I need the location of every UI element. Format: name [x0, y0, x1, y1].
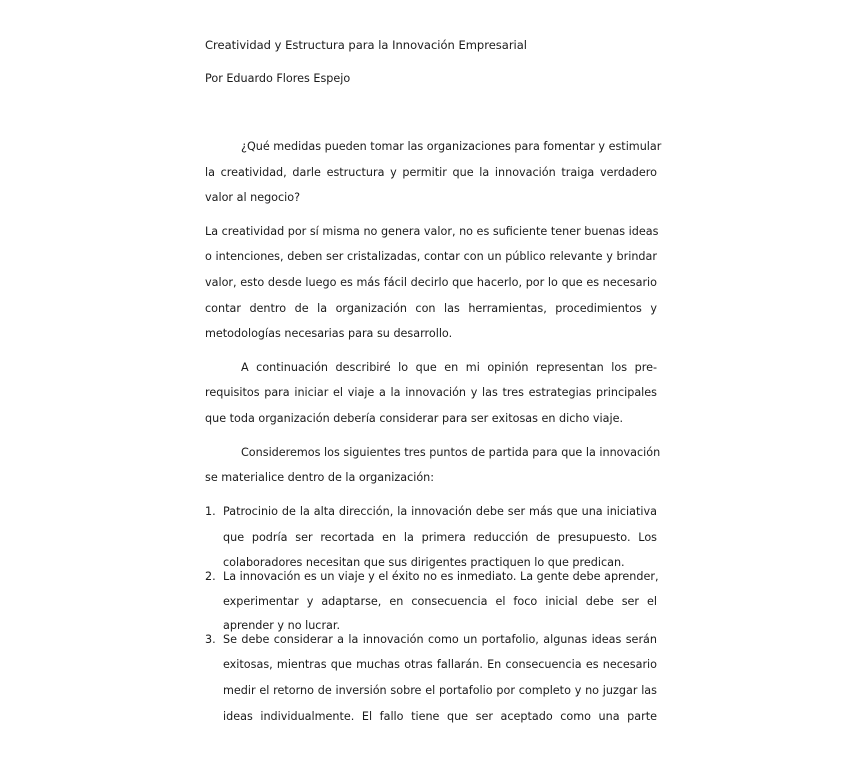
paragraph-line: contar dentro de la organización con las herramientas, procedimientos y [205, 302, 657, 315]
list-item-line: Se debe considerar a la innovación como un portafolio, algunas ideas serán [223, 633, 657, 646]
document-title: Creatividad y Estructura para la Innovación Empresarial [205, 38, 527, 52]
list-item-line: Patrocinio de la alta dirección, la innovación debe ser más que una iniciativa [223, 505, 657, 518]
list-number: 3. [205, 633, 216, 646]
paragraph-line: se materialice dentro de la organización: [205, 471, 435, 484]
list-item-line: exitosas, mientras que muchas otras fallarán. En consecuencia es necesario [223, 658, 657, 671]
paragraph-line: A continuación describiré lo que en mi opinión representan los pre- [241, 361, 657, 374]
question-line: la creatividad, darle estructura y permitir que la innovación traiga verdadero [205, 166, 657, 179]
paragraph-line: Consideremos los siguientes tres puntos de partida para que la innovación [241, 446, 661, 459]
list-number: 1. [205, 505, 216, 518]
question-line: valor al negocio? [205, 191, 301, 204]
paragraph-line: que toda organización debería considerar para ser exitosas en dicho viaje. [205, 412, 624, 425]
list-item-line: La innovación es un viaje y el éxito no es inmediato. La gente debe aprender, [223, 570, 659, 583]
paragraph-line: requisitos para iniciar el viaje a la innovación y las tres estrategias principales [205, 386, 657, 399]
paragraph-line: valor, esto desde luego es más fácil decirlo que hacerlo, por lo que es necesario [205, 276, 657, 289]
list-item-line: medir el retorno de inversión sobre el portafolio por completo y no juzgar las [223, 684, 657, 697]
list-item-line: colaboradores necesitan que sus dirigentes practiquen lo que predican. [223, 556, 625, 569]
list-item-line: ideas individualmente. El fallo tiene que ser aceptado como una parte [223, 710, 657, 723]
list-number: 2. [205, 570, 216, 583]
question-line: ¿Qué medidas pueden tomar las organizaciones para fomentar y estimular [241, 140, 662, 153]
paragraph-line: o intenciones, deben ser cristalizadas, contar con un público relevante y brindar [205, 250, 657, 263]
paragraph-line: metodologías necesarias para su desarrollo. [205, 327, 453, 340]
list-item-line: que podría ser recortada en la primera reducción de presupuesto. Los [223, 531, 657, 544]
paragraph-line: La creatividad por sí misma no genera valor, no es suficiente tener buenas ideas [205, 225, 659, 238]
document-author: Por Eduardo Flores Espejo [205, 72, 351, 85]
list-item-line: aprender y no lucrar. [223, 619, 341, 632]
list-item-line: experimentar y adaptarse, en consecuencia el foco inicial debe ser el [223, 595, 657, 608]
